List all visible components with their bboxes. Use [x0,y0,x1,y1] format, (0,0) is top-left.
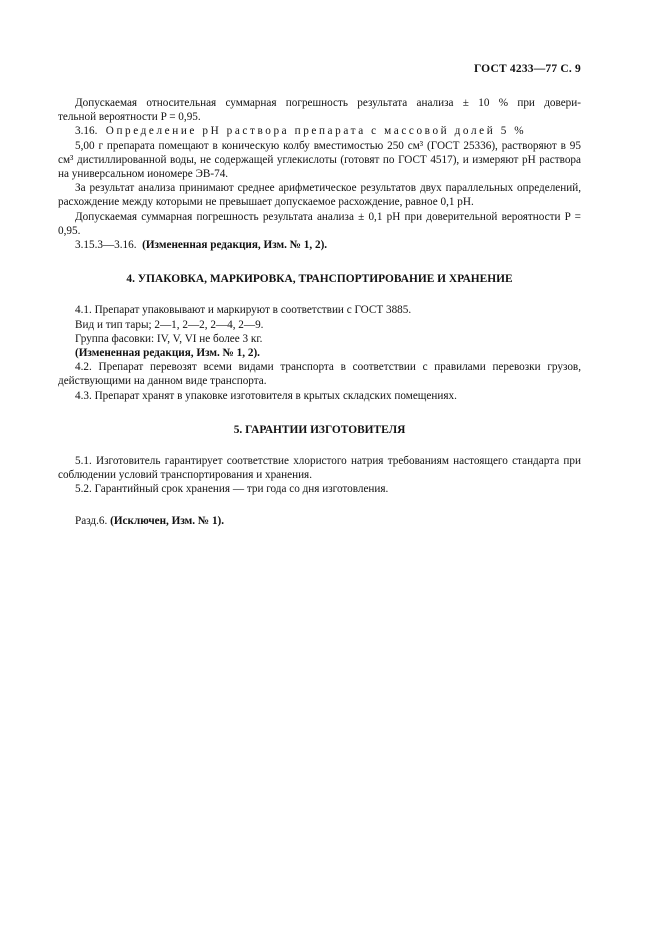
amendment-note-3 [58,238,581,252]
paragraph-error-10pct [58,96,581,110]
paragraph-packing-group: Группа фасовки: IV, V, VI не более 3 кг. [75,332,263,345]
section-6-text: (Исключен, Изм. № 1). [110,514,225,527]
paragraph-text: Допускаемая суммарная погрешность результата анализа ± 0,1 рН при доверительной вероятности P = 0,95. [58,210,581,237]
clause-5-1: 5.1. Изготовитель гарантирует соответствие хлористого натрия требованиям настоящего стандарта при соблюдении условий транспортирования и хранения. [58,455,581,482]
amendment-note-4: (Измененная редакция, Изм. № 1, 2). [75,347,260,360]
section-6-ref: Разд.6. [75,514,108,527]
clause-number: 3.16. [75,125,98,138]
paragraph-text: тельной вероятности P = 0,95. [58,111,201,124]
paragraph-ph-result [58,181,581,209]
document-body [58,96,581,528]
paragraph-error-10pct-cont [58,110,581,124]
section-6-note [58,514,581,528]
paragraph-text: Допускаемая относительная суммарная погрешность результата анализа ± 10 % при довери- [75,97,581,109]
paragraph-packaging-type: Вид и тип тары; 2—1, 2—2, 2—4, 2—9. [75,318,264,331]
paragraph-ph-error [58,210,581,238]
page-header: ГОСТ 4233—77 С. 9 [473,63,581,75]
clause-4-1: 4.1. Препарат упаковывают и маркируют в соответствии с ГОСТ 3885. [75,304,412,317]
clause-4-2: 4.2. Препарат перевозят всеми видами транспорта в соответствии с правилами перевозки грузов, действующими на данном виде транспорта. [58,361,581,388]
section-5-title: 5. ГАРАНТИИ ИЗГОТОВИТЕЛЯ [233,423,406,436]
clause-5-2: 5.2. Гарантийный срок хранения — три года со дня изготовления. [75,483,389,496]
clause-3-16-heading [58,124,581,138]
amendment-ref: 3.15.3—3.16. [75,239,137,252]
clause-4-3: 4.3. Препарат хранят в упаковке изготовителя в крытых складских помещениях. [75,389,457,402]
section-4-title: 4. УПАКОВКА, МАРКИРОВКА, ТРАНСПОРТИРОВАНИЕ И ХРАНЕНИЕ [126,273,513,286]
paragraph-text: 5,00 г препарата помещают в коническую колбу вместимостью 250 см³ (ГОСТ 25336), растворяют в 95 см³ дистиллированной воды, не содержащей углекислоты (готовят по ГОСТ 4517), и измеряют рН раствора на универсальном иономере ЭВ-74. [58,139,581,181]
paragraph-text: За результат анализа принимают среднее арифметическое результатов двух параллельных определений, расхождение между которыми не превышает допускаемое расхождение, равное 0,1 рН. [58,182,581,209]
clause-title: Определение рН раствора препарата с массовой долей 5 % [105,125,527,138]
paragraph-ph-procedure [58,139,581,182]
amendment-text: (Измененная редакция, Изм. № 1, 2). [142,239,328,252]
